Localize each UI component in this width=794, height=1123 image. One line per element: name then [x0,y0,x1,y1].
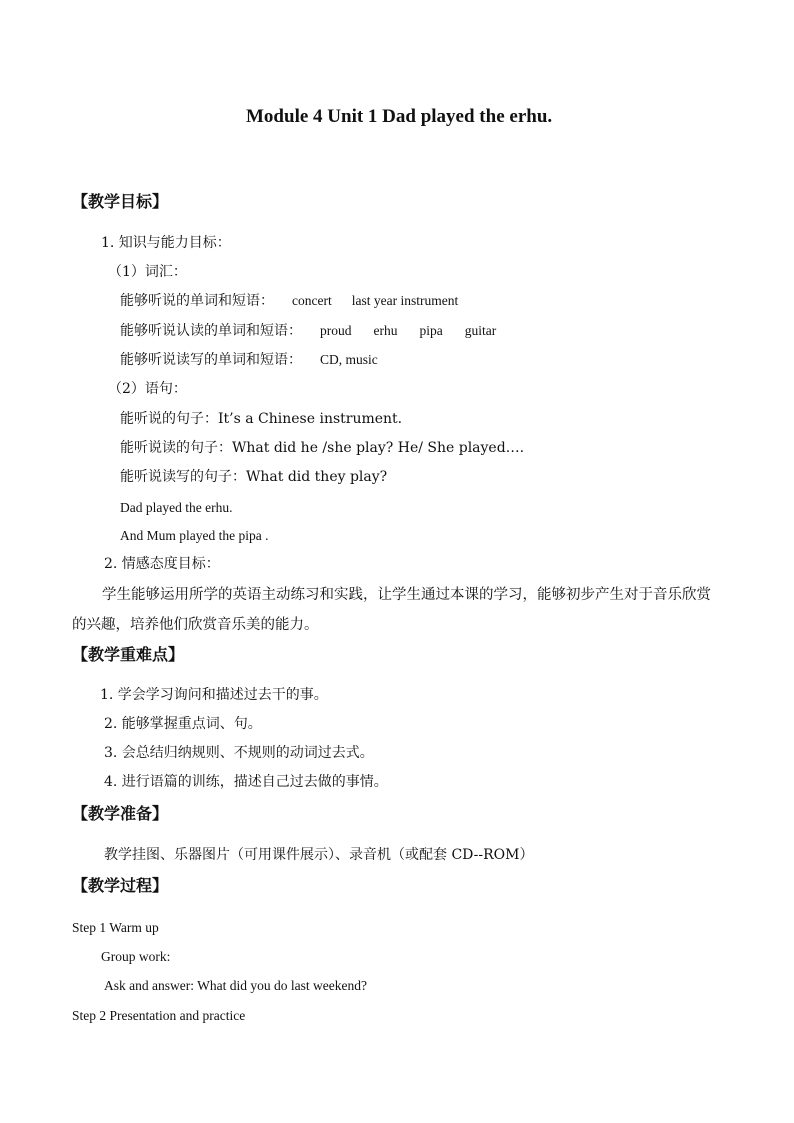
vocab-word: guitar [464,323,497,338]
key-point-item: 1. 学会学习询问和描述过去干的事。 [100,687,328,703]
preparation-text: 教学挂图、乐器图片（可用课件展示）、录音机（或配套 CD--ROM） [104,847,534,863]
process-step-1: Step 1 Warm up [72,920,159,935]
vocab-word: proud [320,323,352,338]
objective-item-1: 1. 知识与能力目标： [101,235,231,251]
objective-item-2: 2. 情感态度目标： [104,556,220,572]
process-step-2: Step 2 Presentation and practice [72,1008,246,1023]
vocab-word: concert [292,293,332,308]
vocab-read-line [120,322,496,340]
sentence-example-dad: Dad played the erhu. [120,500,233,515]
objective-paragraph: 学生能够运用所学的英语主动练习和实践，让学生通过本课的学习，能够初步产生对于音乐欣赏的兴趣，培养他们欣赏音乐美的能力。 [72,587,711,633]
vocab-word: pipa [419,323,443,338]
section-heading-preparation: 【教学准备】 [72,804,169,823]
vocab-read-label: 能够听说认读的单词和短语： [120,323,302,339]
vocab-label: （1）词汇： [108,264,187,280]
section-heading-objectives: 【教学目标】 [72,192,169,211]
sentence-write: 能听说读写的句子：What did they play? [120,469,388,485]
sentence-listen-speak: 能听说的句子：It’s a Chinese instrument. [120,411,403,427]
key-point-item: 4. 进行语篇的训练，描述自己过去做的事情。 [104,774,388,790]
vocab-listen-speak-line [120,292,458,310]
sentence-read: 能听说读的句子：What did he /she play? He/ She played…. [120,440,525,456]
vocab-write-label: 能够听说读写的单词和短语： [120,352,302,368]
vocab-word: last year instrument [351,293,459,308]
section-heading-process: 【教学过程】 [72,876,169,895]
vocab-listen-speak-label: 能够听说的单词和短语： [120,293,274,309]
process-group-work: Group work: [101,949,171,964]
vocab-write-line [120,351,378,369]
key-point-item: 3. 会总结归纳规则、不规则的动词过去式。 [104,745,374,761]
vocab-write-words: CD, music [320,352,378,367]
section-heading-key-points: 【教学重难点】 [72,645,185,664]
key-point-item: 2. 能够掌握重点词、句。 [104,716,262,732]
sentence-label: （2）语句： [108,381,187,397]
page-title: Module 4 Unit 1 Dad played the erhu. [246,106,553,127]
vocab-word: erhu [373,323,398,338]
process-ask-answer: Ask and answer: What did you do last weekend? [104,978,367,993]
sentence-example-mum: And Mum played the pipa . [120,528,269,543]
